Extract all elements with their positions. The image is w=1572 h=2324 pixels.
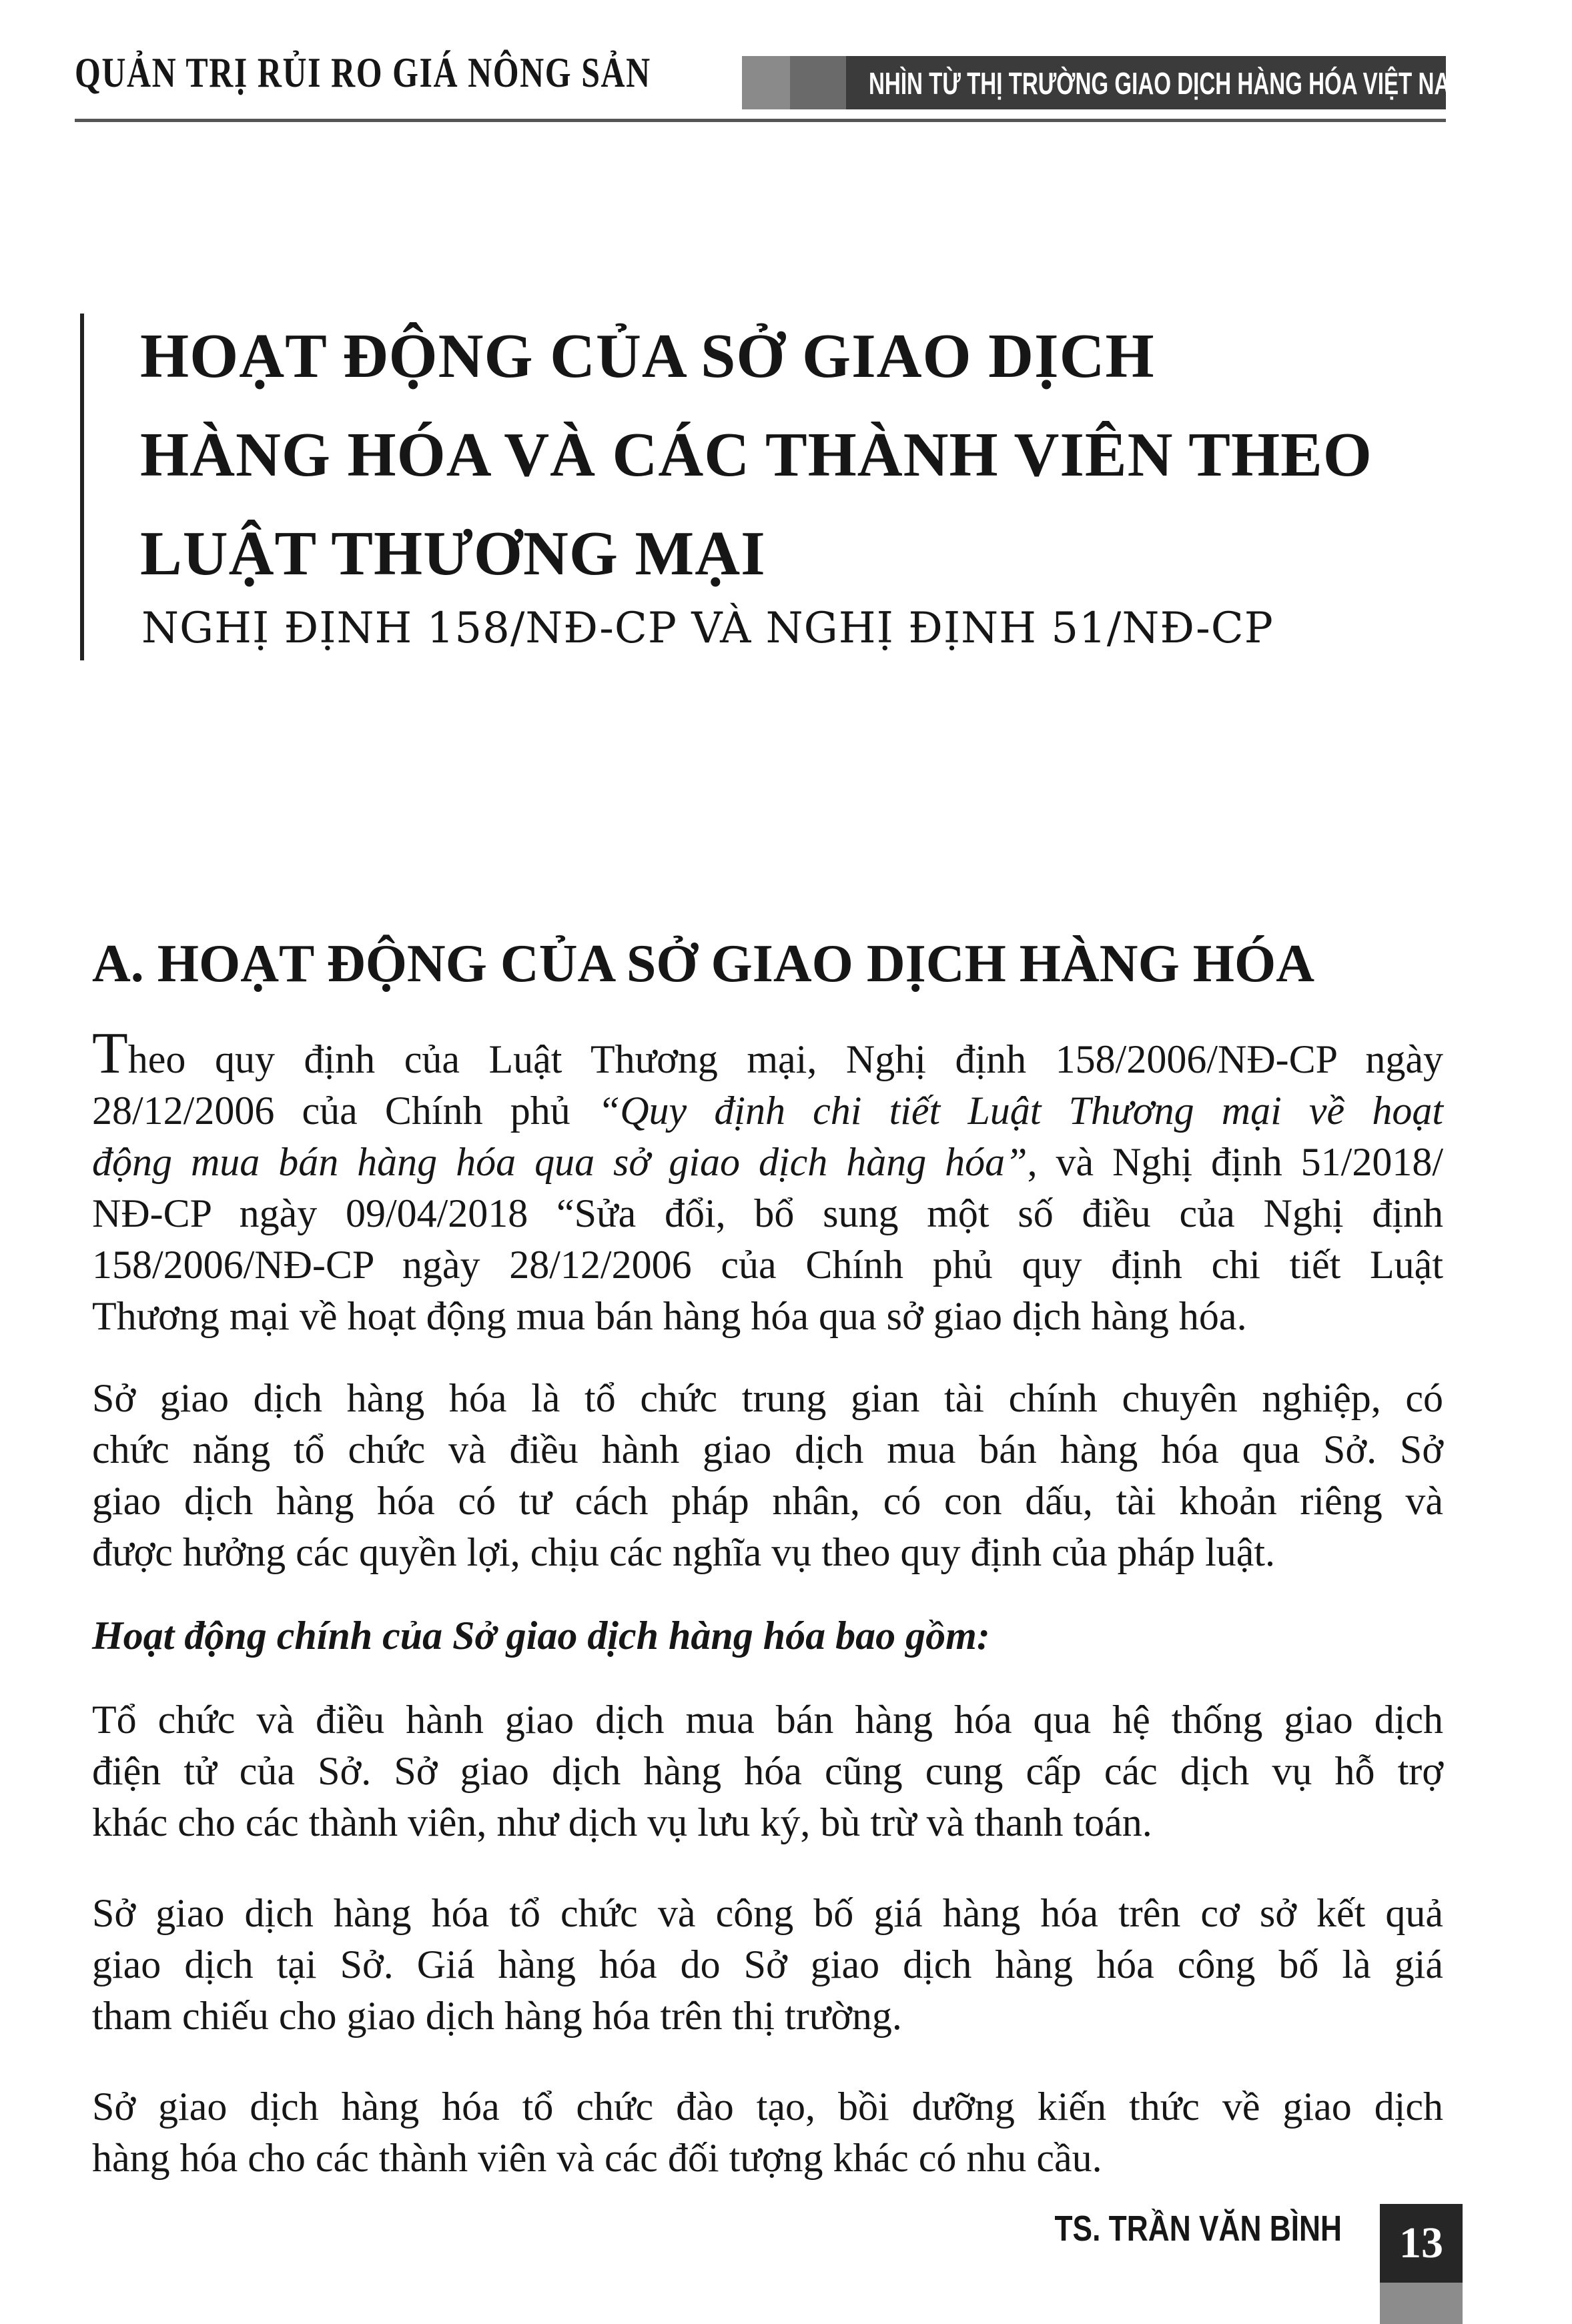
text-line: Tổ chức và điều hành giao dịch mua bán hàng hóa qua hệ thống giao dịch <box>92 1698 1443 1742</box>
text-line: hàng hóa cho các thành viên và các đối tượng khác có nhu cầu. <box>92 2136 1102 2180</box>
title-accent-bar <box>80 314 84 660</box>
text-line: điện tử của Sở. Sở giao dịch hàng hóa cũng cung cấp các dịch vụ hỗ trợ <box>92 1749 1443 1793</box>
page-tab-accent <box>1380 2283 1463 2324</box>
text-line: heo quy định của Luật Thương mại, Nghị định 158/2006/NĐ-CP ngày <box>127 1037 1443 1081</box>
chapter-subtitle: NGHỊ ĐỊNH 158/NĐ-CP VÀ NGHỊ ĐỊNH 51/NĐ-CP <box>141 604 1274 653</box>
drop-cap: T <box>92 1021 128 1086</box>
text-line: Sở giao dịch hàng hóa tổ chức đào tạo, bồi dưỡng kiến thức về giao dịch <box>92 2085 1443 2129</box>
running-header-band <box>742 56 1469 109</box>
text-line: giao dịch tại Sở. Giá hàng hóa do Sở giao dịch hàng hóa công bố là giá <box>92 1942 1443 1986</box>
chapter-title-line: HÀNG HÓA VÀ CÁC THÀNH VIÊN THEO <box>140 420 1372 490</box>
footer-author: TS. TRẦN VĂN BÌNH <box>1054 2209 1342 2249</box>
text-line: chức năng tổ chức và điều hành giao dịch mua bán hàng hóa qua Sở. Sở <box>92 1427 1443 1472</box>
chapter-title-line: LUẬT THƯƠNG MẠI <box>140 519 766 588</box>
chapter-title <box>140 307 1372 603</box>
text-line: Sở giao dịch hàng hóa tổ chức và công bố giá hàng hóa trên cơ sở kết quả <box>92 1891 1443 1935</box>
paragraph-5 <box>92 2081 1443 2184</box>
section-heading: A. HOẠT ĐỘNG CỦA SỞ GIAO DỊCH HÀNG HÓA <box>92 935 1315 993</box>
text-line: giao dịch hàng hóa có tư cách pháp nhân, có con dấu, tài khoản riêng và <box>92 1479 1443 1523</box>
paragraph-1 <box>92 1021 1444 1342</box>
text-line: khác cho các thành viên, như dịch vụ lưu ký, bù trừ và thanh toán. <box>92 1800 1152 1844</box>
header-rule <box>75 119 1446 122</box>
page-number: 13 <box>1380 2204 1463 2283</box>
text-line: 28/12/2006 của Chính phủ <box>92 1089 598 1133</box>
text-line: 158/2006/NĐ-CP ngày 28/12/2006 của Chính phủ quy định chi tiết Luật <box>92 1243 1443 1287</box>
running-header-book-title: QUẢN TRỊ RỦI RO GIÁ NÔNG SẢN <box>75 49 651 96</box>
text-line: Sở giao dịch hàng hóa là tổ chức trung gian tài chính chuyên nghiệp, có <box>92 1376 1443 1420</box>
paragraph-3 <box>92 1694 1443 1848</box>
italic-quote: động mua bán hàng hóa qua sở giao dịch hàng hóa” <box>92 1140 1028 1184</box>
band-accent-light <box>742 56 790 109</box>
text-line: NĐ-CP ngày 09/04/2018 “Sửa đổi, bổ sung một số điều của Nghị định <box>92 1191 1443 1235</box>
text-line: Thương mại về hoạt động mua bán hàng hóa qua sở giao dịch hàng hóa. <box>92 1294 1247 1338</box>
activities-heading: Hoạt động chính của Sở giao dịch hàng hóa bao gồm: <box>92 1614 990 1658</box>
band-accent-mid <box>790 56 846 109</box>
paragraph-2 <box>92 1373 1443 1578</box>
chapter-title-line: HOẠT ĐỘNG CỦA SỞ GIAO DỊCH <box>140 322 1155 391</box>
running-header-subtitle: NHÌN TỪ THỊ TRƯỜNG GIAO DỊCH HÀNG HÓA VIỆT NAM <box>869 66 1469 101</box>
text-line: tham chiếu cho giao dịch hàng hóa trên thị trường. <box>92 1994 902 2038</box>
italic-quote: “Quy định chi tiết Luật Thương mại về hoạt <box>597 1089 1444 1133</box>
text-line: được hưởng các quyền lợi, chịu các nghĩa vụ theo quy định của pháp luật. <box>92 1530 1276 1574</box>
text-line: , và Nghị định 51/2018/ <box>1027 1140 1444 1184</box>
paragraph-4 <box>92 1888 1443 2042</box>
